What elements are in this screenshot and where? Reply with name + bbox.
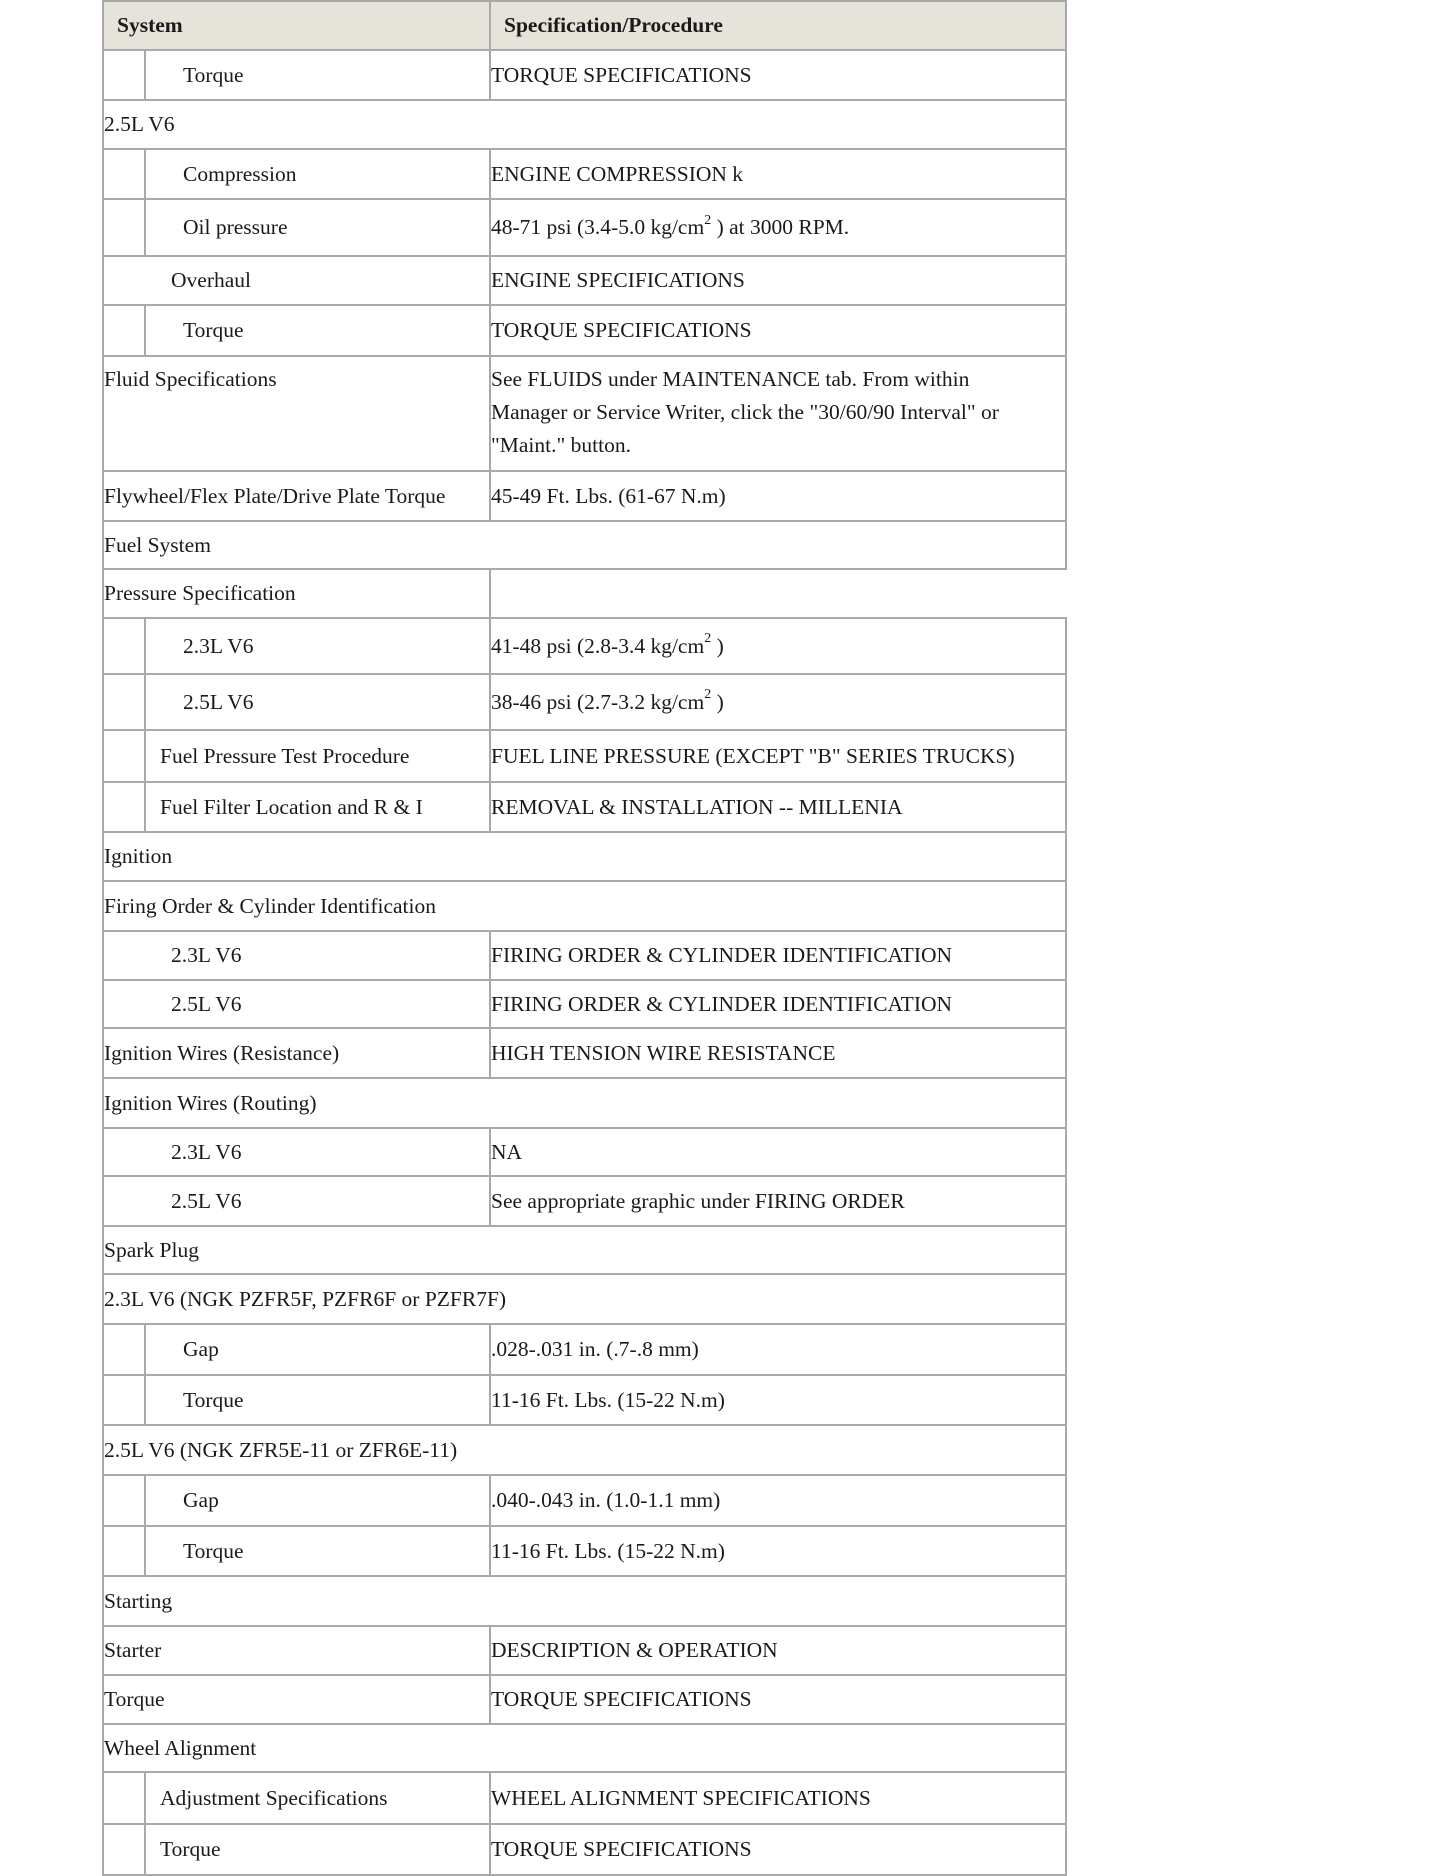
spec-link[interactable]: ENGINE SPECIFICATIONS <box>491 268 745 292</box>
spec-cell <box>490 1475 1066 1526</box>
system-cell <box>103 50 490 100</box>
spec-value: See appropriate graphic under FIRING ORDER <box>491 1188 905 1213</box>
row-label: 2.5L V6 <box>171 1188 242 1213</box>
table-row <box>103 1675 1066 1724</box>
table-row <box>103 50 1066 100</box>
section-cell <box>103 881 1066 931</box>
system-cell <box>103 256 490 305</box>
section-cell <box>103 1078 1066 1128</box>
row-label: 2.3L V6 <box>171 1139 242 1164</box>
spec-value-post: ) <box>711 633 724 658</box>
row-label: 2.3L V6 (NGK PZFR5F, PZFR6F or PZFR7F) <box>104 1286 507 1311</box>
spec-value-pre: 41-48 psi (2.8-3.4 kg/cm <box>491 633 705 658</box>
section-cell <box>103 1226 1066 1274</box>
system-cell <box>103 1824 490 1875</box>
spec-value: 45-49 Ft. Lbs. (61-67 N.m) <box>491 483 726 508</box>
spec-link[interactable]: TORQUE SPECIFICATIONS <box>491 318 752 342</box>
system-cell <box>103 1626 490 1675</box>
system-cell <box>103 149 490 199</box>
spec-link[interactable]: TORQUE SPECIFICATIONS <box>491 62 752 87</box>
section-cell <box>103 1576 1066 1626</box>
system-cell <box>103 1526 490 1576</box>
system-cell <box>103 1324 490 1375</box>
row-label: Fuel Filter Location and R & I <box>160 794 423 819</box>
row-label: Fuel System <box>104 532 211 557</box>
system-cell <box>103 730 490 782</box>
spec-cell[interactable] <box>490 782 1066 832</box>
system-cell <box>103 1675 490 1724</box>
row-label: Gap <box>183 1337 219 1361</box>
row-label: Torque <box>160 1837 221 1861</box>
row-label: Torque <box>183 1538 244 1563</box>
spec-cell <box>490 1526 1066 1576</box>
row-label: 2.3L V6 <box>183 633 254 658</box>
spec-link[interactable]: FIRING ORDER & CYLINDER IDENTIFICATION <box>491 991 953 1016</box>
table-header-row <box>103 1 1066 50</box>
system-cell <box>103 931 490 980</box>
spec-link[interactable]: TORQUE SPECIFICATIONS <box>491 1837 752 1861</box>
spec-cell[interactable] <box>490 1675 1066 1724</box>
table-row <box>103 1772 1066 1824</box>
system-cell <box>103 1375 490 1425</box>
spec-cell <box>490 1324 1066 1375</box>
row-label: Ignition Wires (Resistance) <box>104 1040 340 1065</box>
table-row <box>103 782 1066 832</box>
table-row <box>103 100 1066 149</box>
section-cell <box>103 1274 1066 1324</box>
system-cell <box>103 1176 490 1226</box>
table-row <box>103 1375 1066 1425</box>
column-header-system: System <box>103 1 490 50</box>
table-row <box>103 1078 1066 1128</box>
table-row <box>103 1274 1066 1324</box>
table-row <box>103 730 1066 782</box>
table-row <box>103 1824 1066 1875</box>
spec-value-pre: 38-46 psi (2.7-3.2 kg/cm <box>491 689 705 714</box>
table-row <box>103 199 1066 256</box>
row-label: Torque <box>183 318 244 342</box>
table-row <box>103 1028 1066 1078</box>
row-label: Fluid Specifications <box>104 367 277 391</box>
table-row <box>103 1724 1066 1772</box>
spec-cell <box>490 618 1066 674</box>
table-row <box>103 521 1066 569</box>
section-cell <box>103 521 1066 569</box>
spec-link[interactable]: HIGH TENSION WIRE RESISTANCE <box>491 1040 836 1065</box>
system-cell <box>103 569 490 618</box>
row-label: 2.5L V6 <box>183 689 254 714</box>
table-row <box>103 1576 1066 1626</box>
column-header-specification: Specification/Procedure <box>490 1 1066 50</box>
table-row <box>103 569 1066 618</box>
empty-cell <box>490 569 1066 618</box>
row-label: Compression <box>183 161 297 186</box>
system-cell <box>103 199 490 256</box>
superscript: 2 <box>704 631 712 647</box>
spec-value: 11-16 Ft. Lbs. (15-22 N.m) <box>491 1387 725 1412</box>
spec-cell[interactable] <box>490 1772 1066 1824</box>
spec-cell <box>490 674 1066 730</box>
row-label: Adjustment Specifications <box>160 1785 388 1810</box>
spec-link[interactable]: TORQUE SPECIFICATIONS <box>491 1687 752 1711</box>
spec-text: See FLUIDS under MAINTENANCE tab. From within Manager or Service Writer, click the "30/60/90 Interval" or "Maint." button. <box>491 367 999 457</box>
system-cell <box>103 1475 490 1526</box>
row-label: Overhaul <box>171 268 251 292</box>
spec-value: .028-.031 in. (.7-.8 mm) <box>491 1337 699 1361</box>
table-row <box>103 1128 1066 1176</box>
spec-cell <box>490 1128 1066 1176</box>
spec-cell[interactable] <box>490 1824 1066 1875</box>
spec-link[interactable]: FUEL LINE PRESSURE (EXCEPT "B" SERIES TRUCKS) <box>491 743 1015 768</box>
row-label: Fuel Pressure Test Procedure <box>160 743 410 768</box>
row-label: 2.5L V6 <box>104 112 175 136</box>
row-label: Starter <box>104 1638 162 1662</box>
section-cell <box>103 1724 1066 1772</box>
table-row <box>103 256 1066 305</box>
row-label: Oil pressure <box>183 215 288 239</box>
table-row <box>103 832 1066 881</box>
spec-cell[interactable] <box>490 256 1066 305</box>
table-row <box>103 674 1066 730</box>
section-cell <box>103 100 1066 149</box>
superscript: 2 <box>704 687 712 703</box>
system-cell <box>103 1028 490 1078</box>
row-label: Torque <box>104 1687 165 1711</box>
system-cell <box>103 356 490 471</box>
row-label: Firing Order & Cylinder Identification <box>104 893 436 918</box>
row-label: Torque <box>183 1387 244 1412</box>
spec-cell[interactable] <box>490 980 1066 1028</box>
spec-value: 11-16 Ft. Lbs. (15-22 N.m) <box>491 1538 725 1563</box>
spec-cell[interactable] <box>490 931 1066 980</box>
system-cell <box>103 674 490 730</box>
spec-cell[interactable] <box>490 1028 1066 1078</box>
row-label: Pressure Specification <box>104 581 296 605</box>
table-row <box>103 980 1066 1028</box>
table-row <box>103 618 1066 674</box>
table-row <box>103 1526 1066 1576</box>
table-row <box>103 1176 1066 1226</box>
table-row <box>103 1324 1066 1375</box>
spec-cell[interactable] <box>490 730 1066 782</box>
row-label: 2.5L V6 (NGK ZFR5E-11 or ZFR6E-11) <box>104 1437 458 1462</box>
section-cell <box>103 832 1066 881</box>
row-label: Torque <box>183 62 244 87</box>
row-label: Ignition <box>104 844 173 868</box>
row-label: Wheel Alignment <box>104 1735 257 1760</box>
system-cell <box>103 1128 490 1176</box>
system-cell <box>103 618 490 674</box>
row-label: Flywheel/Flex Plate/Drive Plate Torque <box>104 483 446 508</box>
spec-cell[interactable] <box>490 1626 1066 1675</box>
spec-link[interactable]: FIRING ORDER & CYLINDER IDENTIFICATION <box>491 943 953 967</box>
superscript: 2 <box>704 212 712 228</box>
table-row <box>103 356 1066 471</box>
section-cell <box>103 1425 1066 1475</box>
table-row <box>103 305 1066 356</box>
table-row <box>103 1425 1066 1475</box>
spec-link[interactable]: ENGINE COMPRESSION k <box>491 161 744 186</box>
system-cell <box>103 782 490 832</box>
table-row <box>103 471 1066 521</box>
system-cell <box>103 1772 490 1824</box>
spec-cell[interactable] <box>490 50 1066 100</box>
spec-value: .040-.043 in. (1.0-1.1 mm) <box>491 1488 721 1512</box>
spec-cell <box>490 356 1066 471</box>
row-label: Spark Plug <box>104 1237 199 1262</box>
spec-value-pre: 48-71 psi (3.4-5.0 kg/cm <box>491 215 705 239</box>
spec-cell[interactable] <box>490 305 1066 356</box>
spec-cell <box>490 471 1066 521</box>
spec-link[interactable]: DESCRIPTION & OPERATION <box>491 1638 778 1662</box>
spec-cell <box>490 199 1066 256</box>
spec-link[interactable]: WHEEL ALIGNMENT SPECIFICATIONS <box>491 1785 871 1810</box>
spec-cell <box>490 1375 1066 1425</box>
spec-value: NA <box>491 1139 523 1164</box>
row-label: Ignition Wires (Routing) <box>104 1090 317 1115</box>
row-label: 2.5L V6 <box>171 991 242 1016</box>
table-row <box>103 149 1066 199</box>
table-row <box>103 1226 1066 1274</box>
spec-cell <box>490 1176 1066 1226</box>
spec-value-post: ) at 3000 RPM. <box>711 215 850 239</box>
spec-value-post: ) <box>711 689 724 714</box>
specifications-table <box>102 0 1067 1876</box>
system-cell <box>103 305 490 356</box>
system-cell <box>103 471 490 521</box>
table-row <box>103 881 1066 931</box>
table-row <box>103 1626 1066 1675</box>
system-cell <box>103 980 490 1028</box>
table-row <box>103 1475 1066 1526</box>
spec-cell[interactable] <box>490 149 1066 199</box>
row-label: Gap <box>183 1488 219 1512</box>
row-label: Starting <box>104 1588 173 1613</box>
spec-link[interactable]: REMOVAL & INSTALLATION -- MILLENIA <box>491 794 903 819</box>
table-row <box>103 931 1066 980</box>
row-label: 2.3L V6 <box>171 943 242 967</box>
